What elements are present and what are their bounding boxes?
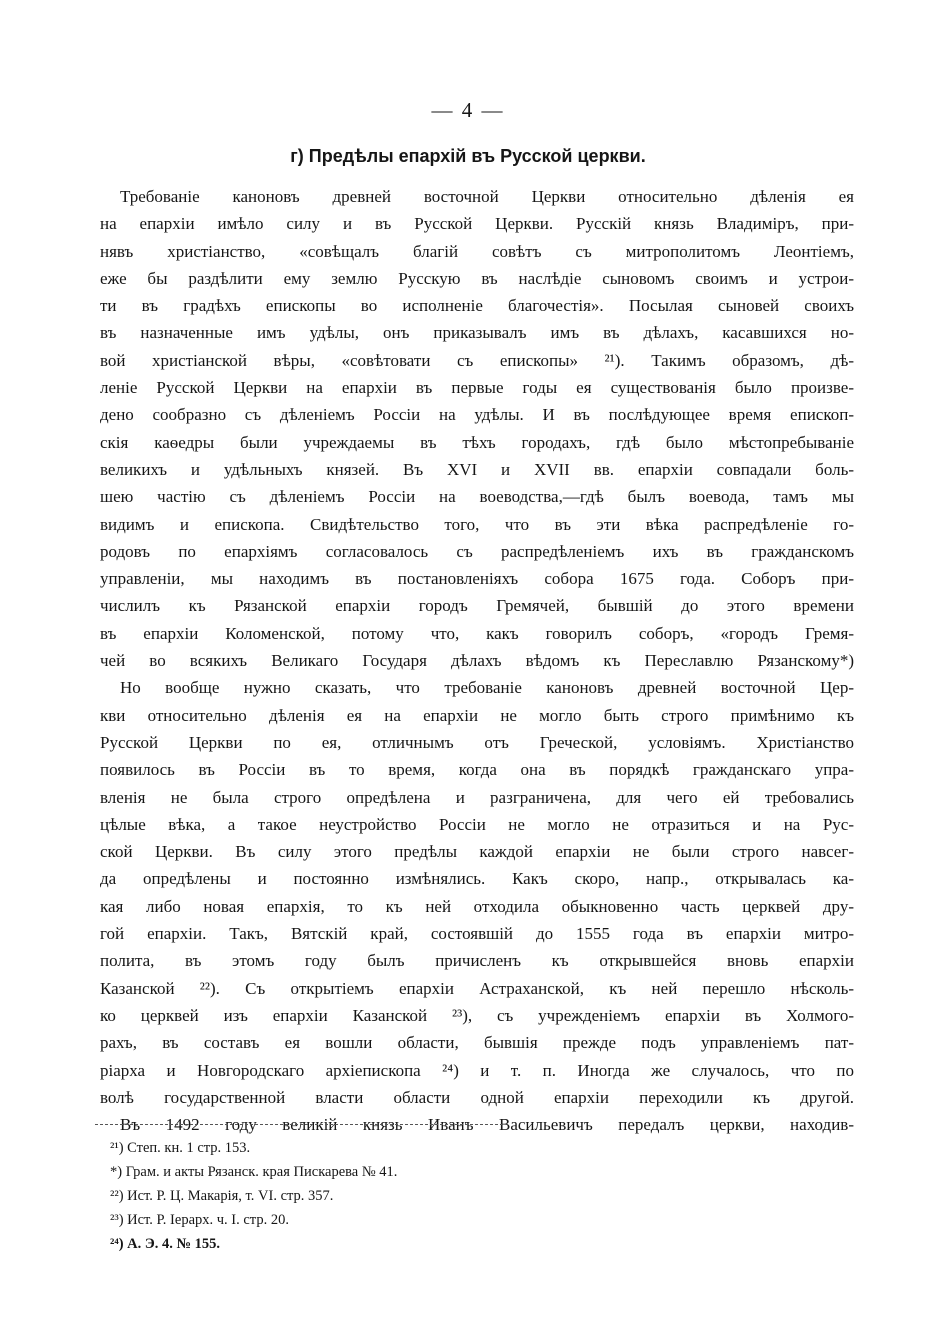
- text-line: дено сообразно съ дѣленіемъ Россіи на удѣлы. И въ послѣдующее время епископ-: [100, 405, 854, 425]
- footnote: ²¹) Степ. кн. 1 стр. 153.: [110, 1140, 251, 1156]
- text-line: въ назначенные имъ удѣлы, онъ приказывалъ имъ въ дѣлахъ, касавшихся но-: [100, 323, 854, 343]
- text-line: ти въ градѣхъ епископы во исполненіе благочестія». Посылая сыновей своихъ: [100, 296, 854, 316]
- text-line: шею частію съ дѣленіемъ Россіи на воеводства,—гдѣ былъ воевода, тамъ мы: [100, 487, 854, 507]
- text-line: числилъ къ Рязанской епархіи городъ Гремячей, бывшій до этого времени: [100, 596, 854, 616]
- text-line: ко церквей изъ епархіи Казанской ²³), съ учрежденіемъ епархіи въ Холмого-: [100, 1005, 854, 1025]
- footnote: ²²) Ист. Р. Ц. Макарія, т. VI. стр. 357.: [110, 1188, 334, 1204]
- text-line: да опредѣлены и постоянно измѣнялись. Какъ скоро, напр., открывалась ка-: [100, 869, 854, 889]
- paragraph-2: [100, 674, 854, 1138]
- text-line: полита, въ этомъ году былъ причисленъ къ открывшейся вновь епархіи: [100, 951, 854, 971]
- footnote: *) Грам. и акты Рязанск. края Пискарева № 41.: [110, 1164, 398, 1180]
- text-line: Русской Церкви по ея, отличнымъ отъ Греческой, условіямъ. Христіанство: [100, 732, 854, 752]
- paragraph-1: [100, 183, 854, 674]
- text-line: появилось въ Россіи въ то время, когда она въ порядкѣ гражданскаго упра-: [100, 760, 854, 780]
- body-text: [100, 183, 854, 1138]
- footnote: ²³) Ист. Р. Іерарх. ч. I. стр. 20.: [110, 1212, 289, 1228]
- text-line: управленіи, мы находимъ въ постановленіяхъ собора 1675 года. Соборъ при-: [100, 569, 854, 589]
- text-line: родовъ по епархіямъ согласовалось съ распредѣленіемъ ихъ въ гражданскомъ: [100, 541, 854, 561]
- text-line: рахъ, въ составъ ея вошли области, бывшія прежде подъ управленіемъ пат-: [100, 1033, 854, 1053]
- text-line: волѣ государственной власти области одной епархіи переходили къ другой.: [100, 1087, 854, 1107]
- text-line: вленія не была строго опредѣлена и разграничена, для чего ей требовались: [100, 787, 854, 807]
- text-line: вой христіанской вѣры, «совѣтовати съ епископы» ²¹). Такимъ образомъ, дѣ-: [100, 350, 854, 370]
- text-line: скія каѳедры были учреждаемы въ тѣхъ городахъ, гдѣ было мѣстопребываніе: [100, 432, 854, 452]
- page-number: — 4 —: [431, 98, 505, 122]
- text-line: видимъ и епископа. Свидѣтельство того, что въ эти вѣка распредѣленіе го-: [100, 514, 854, 534]
- text-line: еже бы раздѣлити ему землю Русскую въ наслѣдіе сыновомъ своимъ и устрои-: [100, 268, 854, 288]
- text-line: Требованіе каноновъ древней восточной Церкви относительно дѣленія ея: [120, 187, 854, 206]
- text-line: Въ 1492 году великій князь Иванъ Васильевичъ передалъ церкви, находив-: [120, 1115, 854, 1135]
- text-line: нявъ христіанство, «совѣщалъ благій совѣтъ съ митрополитомъ Леонтіемъ,: [100, 241, 854, 261]
- text-line: Казанской ²²). Съ открытіемъ епархіи Астраханской, къ ней перешло нѣсколь-: [100, 978, 854, 998]
- text-line: ской Церкви. Въ силу этого предѣлы каждой епархіи не были строго навсег-: [100, 842, 854, 862]
- text-line: кая либо новая епархія, то къ ней отходила обыкновенно часть церквей дру-: [100, 896, 854, 916]
- text-line: гой епархіи. Такъ, Вятскій край, состоявшій до 1555 года въ епархіи митро-: [100, 924, 854, 944]
- text-line: въ епархіи Коломенской, потому что, какъ говорилъ соборъ, «городъ Гремя-: [100, 623, 854, 643]
- text-line: кви относительно дѣленія ея на епархіи не могло быть строго примѣнимо къ: [100, 705, 854, 725]
- text-line: ріарха и Новгородскаго архіепископа ²⁴) и т. п. Иногда же случалось, что по: [100, 1060, 854, 1080]
- text-line: Но вообще нужно сказать, что требованіе каноновъ древней восточной Цер-: [120, 678, 854, 698]
- text-line: великихъ и удѣльныхъ князей. Въ XVI и XVII вв. епархіи совпадали боль-: [100, 459, 854, 479]
- text-line: на епархіи имѣло силу и въ Русской Церкви. Русскій князь Владиміръ, при-: [100, 214, 854, 234]
- text-line: чей во всякихъ Великаго Государя дѣлахъ вѣдомъ къ Переславлю Рязанскому*): [100, 651, 854, 671]
- text-line: леніе Русской Церкви на епархіи въ первые годы ея существованія было произве-: [100, 378, 854, 398]
- footnote-divider: [95, 1124, 503, 1125]
- footnotes: [110, 1136, 610, 1256]
- section-heading: г) Предѣлы епархій въ Русской церкви.: [290, 146, 646, 166]
- text-line: цѣлые вѣка, а такое неустройство Россіи не могло не отразиться и на Рус-: [100, 814, 854, 834]
- footnote: ²⁴) А. Э. 4. № 155.: [110, 1236, 221, 1252]
